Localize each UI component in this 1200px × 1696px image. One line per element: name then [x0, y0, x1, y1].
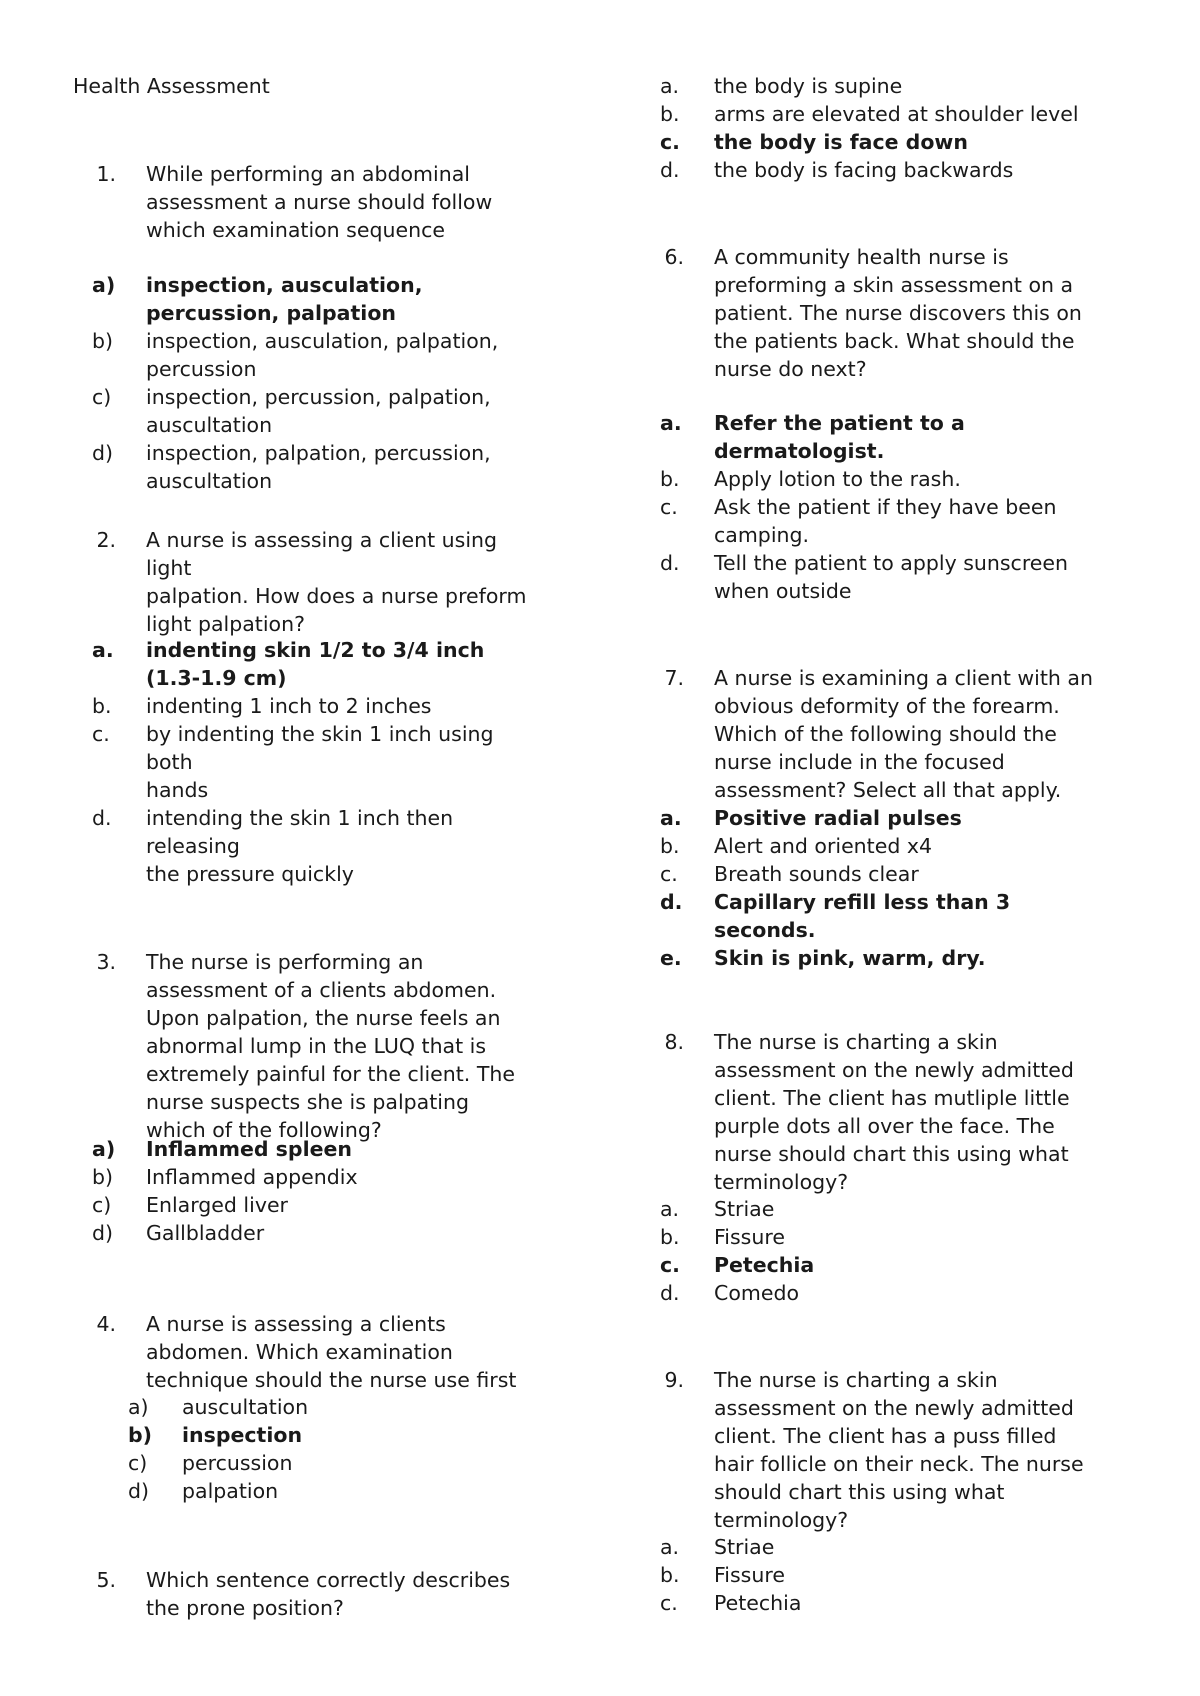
option-text: hands — [146, 778, 209, 802]
option-text: percussion — [146, 357, 257, 381]
option-text: Apply lotion to the rash. — [714, 467, 961, 491]
question-stem-line: the patients back. What should the — [714, 329, 1075, 353]
question-stem-line: The nurse is performing an — [146, 950, 424, 974]
option-label: c. — [660, 862, 678, 886]
option-text: Inflammed appendix — [146, 1165, 358, 1189]
question-stem-line: light — [146, 556, 192, 580]
option-label: b. — [660, 834, 680, 858]
question-stem-line: While performing an abdominal — [146, 162, 470, 186]
question-stem-line: hair follicle on their neck. The nurse — [714, 1452, 1084, 1476]
option-text: percussion — [182, 1451, 293, 1475]
option-text: inspection, palpation, percussion, — [146, 441, 491, 465]
question-number: 7. — [664, 666, 684, 690]
question-stem-line: abnormal lump in the LUQ that is — [146, 1034, 487, 1058]
option-label: b) — [128, 1423, 153, 1447]
option-label: c) — [92, 1193, 112, 1217]
correct-answer-text: Refer the patient to a — [714, 411, 965, 435]
question-stem-line: assessment a nurse should follow — [146, 190, 493, 214]
option-label: c. — [660, 130, 680, 154]
option-text: inspection, percussion, palpation, — [146, 385, 491, 409]
correct-answer-text: percussion, palpation — [146, 301, 397, 325]
option-label: d. — [660, 1281, 680, 1305]
option-label: b. — [660, 102, 680, 126]
option-text: the body is supine — [714, 74, 903, 98]
option-text: the body is facing backwards — [714, 158, 1014, 182]
question-stem-line: extremely painful for the client. The — [146, 1062, 515, 1086]
option-label: d. — [660, 890, 683, 914]
question-number: 5. — [96, 1568, 116, 1592]
option-text: camping. — [714, 523, 810, 547]
option-text: Alert and oriented x4 — [714, 834, 933, 858]
question-stem-line: A community health nurse is — [714, 245, 1009, 269]
question-stem-line: palpation. How does a nurse preform — [146, 584, 527, 608]
option-label: a. — [660, 1197, 680, 1221]
option-text: releasing — [146, 834, 240, 858]
option-label: d. — [660, 158, 680, 182]
option-label: e. — [660, 946, 682, 970]
option-text: Gallbladder — [146, 1221, 265, 1245]
option-label: c. — [660, 495, 678, 519]
option-label: d) — [128, 1479, 150, 1503]
correct-answer-text: Petechia — [714, 1253, 815, 1277]
option-text: Comedo — [714, 1281, 799, 1305]
correct-answer-text: Capillary refill less than 3 — [714, 890, 1011, 914]
question-stem-line: light palpation? — [146, 612, 305, 636]
option-label: d) — [92, 441, 114, 465]
question-stem-line: client. The client has a puss filled — [714, 1424, 1057, 1448]
option-label: a) — [92, 1137, 116, 1161]
option-text: by indenting the skin 1 inch using — [146, 722, 494, 746]
option-label: b. — [92, 694, 112, 718]
option-text: auscultation — [146, 413, 273, 437]
option-text: Fissure — [714, 1563, 785, 1587]
option-label: a. — [660, 1535, 680, 1559]
option-label: b) — [92, 1165, 114, 1189]
option-label: c) — [92, 385, 112, 409]
option-text: inspection, ausculation, palpation, — [146, 329, 499, 353]
question-stem-line: assessment? Select all that apply. — [714, 778, 1062, 802]
option-text: intending the skin 1 inch then — [146, 806, 454, 830]
question-stem-line: terminology? — [714, 1170, 849, 1194]
question-number: 2. — [96, 528, 116, 552]
question-stem-line: obvious deformity of the forearm. — [714, 694, 1060, 718]
question-stem-line: A nurse is assessing a clients — [146, 1312, 446, 1336]
question-stem-line: assessment on the newly admitted — [714, 1058, 1074, 1082]
question-number: 4. — [96, 1312, 116, 1336]
question-stem-line: abdomen. Which examination — [146, 1340, 453, 1364]
option-text: when outside — [714, 579, 852, 603]
question-stem-line: which examination sequence — [146, 218, 445, 242]
question-stem-line: nurse suspects she is palpating — [146, 1090, 469, 1114]
question-stem-line: A nurse is examining a client with an — [714, 666, 1093, 690]
option-label: c. — [660, 1253, 680, 1277]
option-text: auscultation — [146, 469, 273, 493]
correct-answer-text: (1.3-1.9 cm) — [146, 666, 287, 690]
option-text: palpation — [182, 1479, 279, 1503]
option-text: auscultation — [182, 1395, 309, 1419]
option-text: both — [146, 750, 193, 774]
question-stem-line: nurse do next? — [714, 357, 867, 381]
option-label: d. — [660, 551, 680, 575]
question-stem-line: assessment on the newly admitted — [714, 1396, 1074, 1420]
option-label: a. — [660, 806, 682, 830]
option-label: a. — [660, 411, 682, 435]
question-stem-line: preforming a skin assessment on a — [714, 273, 1074, 297]
option-label: c) — [128, 1451, 148, 1475]
question-number: 1. — [96, 162, 116, 186]
option-text: Striae — [714, 1197, 775, 1221]
option-label: b. — [660, 1563, 680, 1587]
question-stem-line: purple dots all over the face. The — [714, 1114, 1055, 1138]
question-stem-line: Upon palpation, the nurse feels an — [146, 1006, 501, 1030]
option-text: Ask the patient if they have been — [714, 495, 1057, 519]
option-label: d) — [92, 1221, 114, 1245]
question-stem-line: The nurse is charting a skin — [714, 1030, 998, 1054]
question-number: 9. — [664, 1368, 684, 1392]
option-text: arms are elevated at shoulder level — [714, 102, 1079, 126]
correct-answer-text: inspection, ausculation, — [146, 273, 423, 297]
correct-answer-text: dermatologist. — [714, 439, 885, 463]
question-stem-line: assessment of a clients abdomen. — [146, 978, 497, 1002]
question-stem-line: the prone position? — [146, 1596, 344, 1620]
question-number: 8. — [664, 1030, 684, 1054]
question-stem-line: A nurse is assessing a client using — [146, 528, 498, 552]
option-label: b. — [660, 467, 680, 491]
option-label: b) — [92, 329, 114, 353]
correct-answer-text: Skin is pink, warm, dry. — [714, 946, 986, 970]
option-text: Fissure — [714, 1225, 785, 1249]
question-stem-line: nurse include in the focused — [714, 750, 1005, 774]
option-text: the pressure quickly — [146, 862, 354, 886]
option-label: a. — [660, 74, 680, 98]
question-stem-line: nurse should chart this using what — [714, 1142, 1069, 1166]
correct-answer-text: seconds. — [714, 918, 816, 942]
correct-answer-text: the body is face down — [714, 130, 968, 154]
question-stem-line: Which sentence correctly describes — [146, 1568, 511, 1592]
option-text: Enlarged liver — [146, 1193, 288, 1217]
option-text: indenting 1 inch to 2 inches — [146, 694, 432, 718]
option-label: c. — [92, 722, 110, 746]
left-column — [90, 0, 590, 1696]
option-text: Striae — [714, 1535, 775, 1559]
question-stem-line: The nurse is charting a skin — [714, 1368, 998, 1392]
option-label: a) — [128, 1395, 149, 1419]
page-title: Health Assessment — [73, 74, 270, 98]
option-text: Petechia — [714, 1591, 802, 1615]
question-number: 3. — [96, 950, 116, 974]
correct-answer-text: indenting skin 1/2 to 3/4 inch — [146, 638, 485, 662]
question-number: 6. — [664, 245, 684, 269]
correct-answer-text: inspection — [182, 1423, 303, 1447]
question-stem-line: patient. The nurse discovers this on — [714, 301, 1082, 325]
correct-answer-text: Positive radial pulses — [714, 806, 962, 830]
right-column — [658, 0, 1178, 1696]
question-stem-line: which of the following? — [146, 1118, 382, 1142]
option-text: Breath sounds clear — [714, 862, 919, 886]
option-label: d. — [92, 806, 112, 830]
question-stem-line: technique should the nurse use first — [146, 1368, 517, 1392]
question-stem-line: Which of the following should the — [714, 722, 1057, 746]
correct-answer-text: Inflammed spleen — [146, 1137, 352, 1161]
question-stem-line: should chart this using what — [714, 1480, 1005, 1504]
option-label: a) — [92, 273, 116, 297]
question-stem-line: client. The client has mutliple little — [714, 1086, 1070, 1110]
question-stem-line: terminology? — [714, 1508, 849, 1532]
option-label: c. — [660, 1591, 678, 1615]
option-label: b. — [660, 1225, 680, 1249]
option-label: a. — [92, 638, 114, 662]
option-text: Tell the patient to apply sunscreen — [714, 551, 1069, 575]
